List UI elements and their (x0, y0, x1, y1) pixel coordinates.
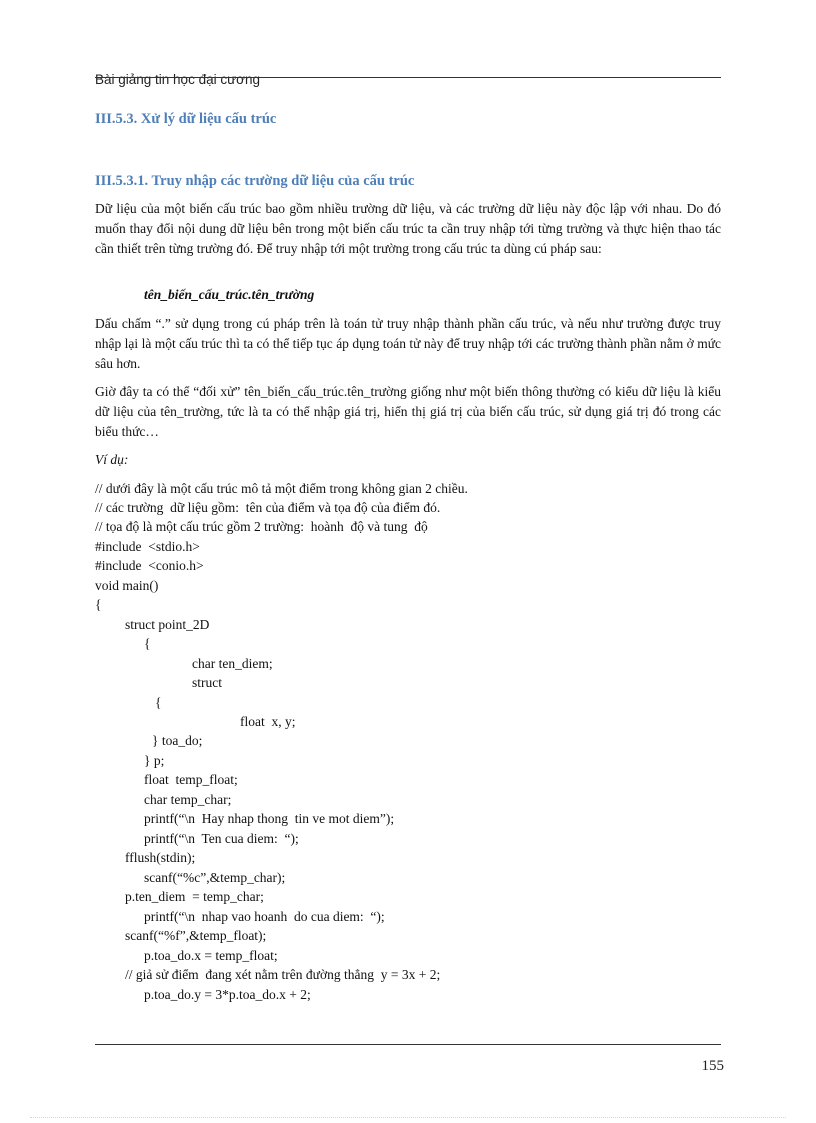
code-line: printf(“\n nhap vao hoanh do cua diem: “); (144, 909, 385, 924)
header-rule (95, 77, 721, 78)
subsection-heading: III.5.3.1. Truy nhập các trường dữ liệu của cấu trúc (95, 173, 415, 189)
code-line: float x, y; (240, 714, 296, 729)
footer-rule (95, 1044, 721, 1045)
page-number: 155 (701, 1058, 724, 1074)
code-line: // các trường dữ liệu gồm: tên của điểm và tọa độ của điểm đó. (95, 500, 441, 515)
code-line: #include <stdio.h> (95, 539, 200, 554)
code-line: char ten_diem; (192, 656, 273, 671)
code-line: // dưới đây là một cấu trúc mô tả một điểm trong không gian 2 chiều. (95, 481, 468, 496)
running-header: Bài giảng tin học đại cương (95, 72, 260, 87)
intro-paragraph: Dữ liệu của một biến cấu trúc bao gồm nhiều trường dữ liệu, và các trường dữ liệu này độc lập với nhau. Do đó muốn thay đổi nội dung dữ liệu bên trong một biến cấu trúc ta cần truy nhập tới từng trường và thực hiện thao tác cần thiết trên từng trường đó. Để truy nhập tới một trường trong cấu trúc ta dùng cú pháp sau: (95, 201, 721, 256)
code-line: p.toa_do.y = 3*p.toa_do.x + 2; (144, 987, 311, 1002)
code-line: } p; (144, 753, 165, 768)
code-line: float temp_float; (144, 772, 238, 787)
code-line: // giả sử điểm đang xét nằm trên đường thẳng y = 3x + 2; (125, 967, 441, 982)
code-line: { (144, 636, 151, 651)
code-line: // tọa độ là một cấu trúc gồm 2 trường: hoành độ và tung độ (95, 519, 428, 534)
section-heading: III.5.3. Xử lý dữ liệu cấu trúc (95, 111, 277, 127)
code-line: struct point_2D (125, 617, 210, 632)
code-line: void main() (95, 578, 159, 593)
code-line: p.ten_diem = temp_char; (125, 889, 264, 904)
example-label: Ví dụ: (95, 452, 129, 467)
code-line: printf(“\n Ten cua diem: “); (144, 831, 299, 846)
code-line: p.toa_do.x = temp_float; (144, 948, 278, 963)
code-line: printf(“\n Hay nhap thong tin ve mot diem”); (144, 811, 395, 826)
code-line: } toa_do; (152, 733, 203, 748)
code-line: scanf(“%f”,&temp_float); (125, 928, 267, 943)
syntax-line: tên_biến_cấu_trúc.tên_trường (144, 287, 315, 302)
code-line: scanf(“%c”,&temp_char); (144, 870, 286, 885)
code-line: { (95, 597, 102, 612)
code-line: fflush(stdin); (125, 850, 196, 865)
dot-operator-paragraph: Dấu chấm “.” sử dụng trong cú pháp trên là toán tử truy nhập thành phần cấu trúc, và nếu như trường được truy nhập lại là một cấu trúc thì ta có thể tiếp tục áp dụng toán tử này để truy nhập tới các trường thành phần nằm ở mức sâu hơn. (95, 316, 721, 371)
code-line: char temp_char; (144, 792, 232, 807)
code-line: #include <conio.h> (95, 558, 204, 573)
code-line: { (155, 695, 162, 710)
page-bottom-edge (30, 1117, 786, 1118)
code-line: struct (192, 675, 222, 690)
treatment-paragraph: Giờ đây ta có thể “đối xử” tên_biến_cấu_trúc.tên_trường giống như một biến thông thường có kiểu dữ liệu là kiểu dữ liệu của tên_trường, tức là ta có thể nhập giá trị, hiển thị giá trị của biến cấu trúc, sử dụng giá trị đó trong các biểu thức… (95, 384, 721, 439)
